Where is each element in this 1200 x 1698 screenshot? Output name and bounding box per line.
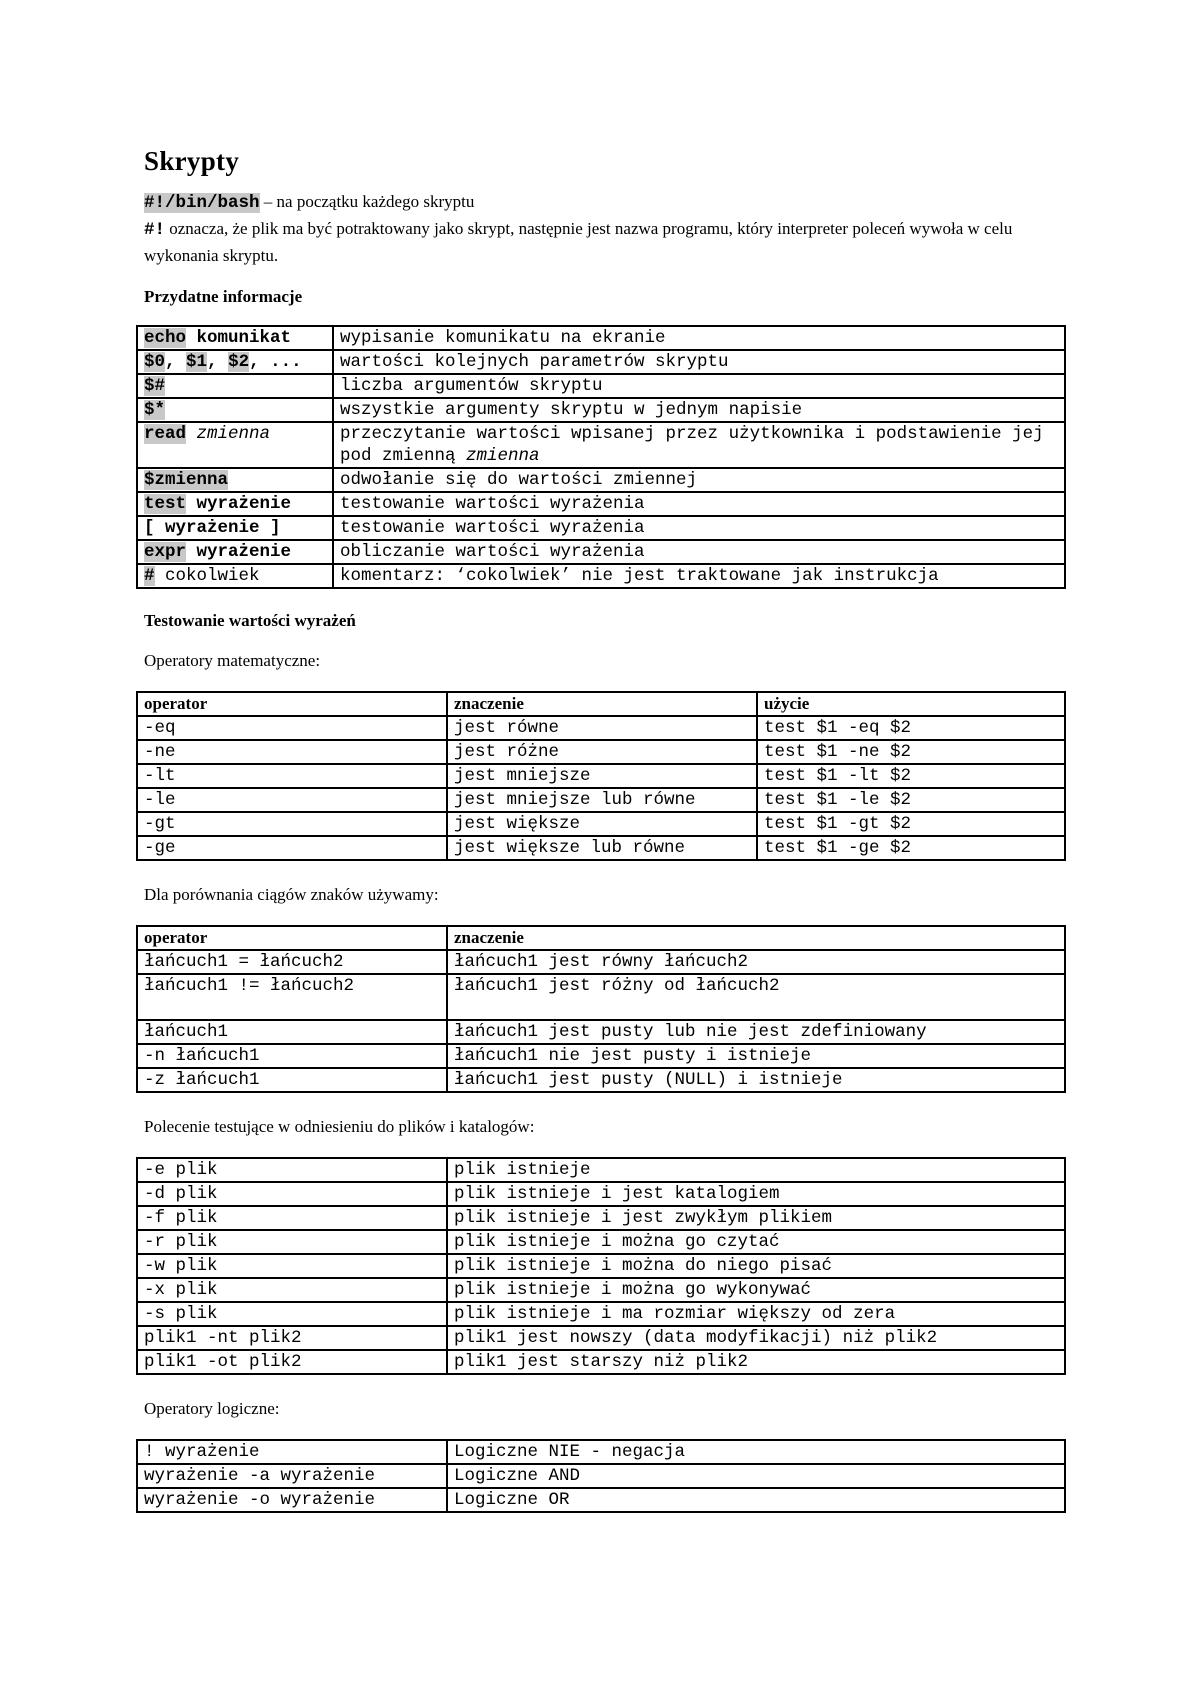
table-cell: -le: [137, 788, 447, 812]
table-row: [137, 950, 1065, 974]
table-cell: łańcuch1 nie jest pusty i istnieje: [447, 1044, 1065, 1068]
column-header: operator: [137, 692, 447, 716]
table-cell: komentarz: ‘cokolwiek’ nie jest traktowane jak instrukcja: [333, 564, 1065, 588]
table-row: [137, 350, 1065, 374]
testing-heading: Testowanie wartości wyrażeń: [144, 611, 356, 630]
table-cell: jest większe: [447, 812, 757, 836]
variable-name: zmienna: [466, 446, 540, 466]
table-cell: jest różne: [447, 740, 757, 764]
hash-bang-code: #!: [144, 220, 166, 240]
table-cell: [137, 350, 333, 374]
table-row: [137, 1206, 1065, 1230]
keyword: $zmienna: [144, 470, 229, 490]
table-row: [137, 1488, 1065, 1512]
table-row: [137, 812, 1065, 836]
table-row: [137, 516, 1065, 540]
table-cell: plik1 -ot plik2: [137, 1350, 447, 1374]
table-cell: łańcuch1 jest pusty (NULL) i istnieje: [447, 1068, 1065, 1092]
table-row: [137, 836, 1065, 860]
keyword: test: [144, 494, 187, 514]
table-cell: plik1 jest nowszy (data modyfikacji) niż plik2: [447, 1326, 1065, 1350]
table-row: [137, 1044, 1065, 1068]
column-header: znaczenie: [447, 926, 1065, 950]
keyword: $#: [144, 376, 166, 396]
table-cell: jest mniejsze: [447, 764, 757, 788]
table-row: [137, 422, 1065, 468]
table-cell: wyrażenie -a wyrażenie: [137, 1464, 447, 1488]
table-cell: test $1 -le $2: [757, 788, 1065, 812]
table-cell: ! wyrażenie: [137, 1440, 447, 1464]
table-cell: łańcuch1 jest pusty lub nie jest zdefiniowany: [447, 1020, 1065, 1044]
table-cell: [333, 422, 1065, 468]
table-cell: plik istnieje i można do niego pisać: [447, 1254, 1065, 1278]
table-cell: [137, 398, 333, 422]
table-row: [137, 974, 1065, 1020]
table-cell: [137, 326, 333, 350]
table-row: [137, 1440, 1065, 1464]
table-cell: [137, 468, 333, 492]
table-row: [137, 1020, 1065, 1044]
table-cell: -lt: [137, 764, 447, 788]
table-cell: wszystkie argumenty skryptu w jednym napisie: [333, 398, 1065, 422]
table-cell: łańcuch1 jest różny od łańcuch2: [447, 974, 1065, 1020]
argument: komunikat: [186, 328, 292, 348]
separator: ,: [165, 352, 187, 372]
table-cell: Logiczne NIE - negacja: [447, 1440, 1065, 1464]
table-row: [137, 1068, 1065, 1092]
table-cell: -ge: [137, 836, 447, 860]
separator: ,: [207, 352, 229, 372]
table-row: [137, 716, 1065, 740]
document-page: [136, 138, 1066, 1513]
keyword: echo: [144, 328, 187, 348]
file-tests-table: [136, 1157, 1066, 1375]
table-cell: [137, 516, 333, 540]
table-cell: liczba argumentów skryptu: [333, 374, 1065, 398]
description: przeczytanie wartości wpisanej przez użytkownika i podstawienie jej pod zmienną: [340, 424, 1044, 466]
table-cell: wartości kolejnych parametrów skryptu: [333, 350, 1065, 374]
table-cell: plik istnieje i ma rozmiar większy od zera: [447, 1302, 1065, 1326]
table-row: [137, 398, 1065, 422]
table-cell: łańcuch1 != łańcuch2: [137, 974, 447, 1020]
table-cell: odwołanie się do wartości zmiennej: [333, 468, 1065, 492]
table-row: [137, 374, 1065, 398]
page-title: Skrypty: [144, 146, 240, 176]
table-cell: Logiczne AND: [447, 1464, 1065, 1488]
table-cell: [137, 540, 333, 564]
table-header-row: [137, 692, 1065, 716]
table-cell: test $1 -eq $2: [757, 716, 1065, 740]
table-cell: plik istnieje i można go wykonywać: [447, 1278, 1065, 1302]
table-cell: plik istnieje: [447, 1158, 1065, 1182]
table-cell: test $1 -ne $2: [757, 740, 1065, 764]
table-row: [137, 1182, 1065, 1206]
table-cell: testowanie wartości wyrażenia: [333, 516, 1065, 540]
table-row: [137, 468, 1065, 492]
keyword: expr: [144, 542, 187, 562]
shebang-line: [144, 189, 1066, 216]
table-cell: [137, 422, 333, 468]
table-row: [137, 764, 1065, 788]
table-row: [137, 740, 1065, 764]
keyword: $1: [186, 352, 208, 372]
math-operators-label: Operatory matematyczne:: [144, 651, 321, 670]
string-operators-label: Dla porównania ciągów znaków używamy:: [144, 885, 439, 904]
table-row: [137, 1302, 1065, 1326]
useful-info-table: [136, 325, 1066, 589]
table-cell: testowanie wartości wyrażenia: [333, 492, 1065, 516]
table-row: [137, 1464, 1065, 1488]
table-cell: -ne: [137, 740, 447, 764]
table-row: [137, 1158, 1065, 1182]
table-row: [137, 540, 1065, 564]
table-cell: wypisanie komunikatu na ekranie: [333, 326, 1065, 350]
table-cell: [137, 492, 333, 516]
argument: wyrażenie: [186, 494, 292, 514]
table-cell: -x plik: [137, 1278, 447, 1302]
table-row: [137, 326, 1065, 350]
table-cell: plik1 -nt plik2: [137, 1326, 447, 1350]
table-cell: -f plik: [137, 1206, 447, 1230]
table-cell: plik istnieje i można go czytać: [447, 1230, 1065, 1254]
table-cell: plik istnieje i jest zwykłym plikiem: [447, 1206, 1065, 1230]
argument: wyrażenie: [186, 542, 292, 562]
keyword: #: [144, 566, 155, 586]
table-cell: -gt: [137, 812, 447, 836]
logic-operators-table: [136, 1439, 1066, 1513]
useful-info-heading: Przydatne informacje: [144, 287, 303, 306]
table-cell: -z łańcuch1: [137, 1068, 447, 1092]
shebang-code: #!/bin/bash: [144, 193, 260, 213]
string-operators-table: [136, 925, 1066, 1093]
keyword: [ wyrażenie ]: [144, 518, 281, 538]
column-header: znaczenie: [447, 692, 757, 716]
table-cell: Logiczne OR: [447, 1488, 1065, 1512]
explanation-text: oznacza, że plik ma być potraktowany jako skrypt, następnie jest nazwa programu, który interpreter poleceń wywoła w celu wykonania skryptu.: [144, 219, 1013, 265]
column-header: operator: [137, 926, 447, 950]
table-cell: wyrażenie -o wyrażenie: [137, 1488, 447, 1512]
argument: cokolwiek: [154, 566, 260, 586]
argument: zmienna: [186, 424, 271, 444]
table-cell: [137, 374, 333, 398]
keyword: $*: [144, 400, 166, 420]
logic-operators-label: Operatory logiczne:: [144, 1399, 280, 1418]
shebang-explanation: [144, 216, 1066, 269]
table-cell: plik istnieje i jest katalogiem: [447, 1182, 1065, 1206]
table-cell: łańcuch1 = łańcuch2: [137, 950, 447, 974]
table-row: [137, 564, 1065, 588]
table-row: [137, 492, 1065, 516]
keyword: $2: [228, 352, 250, 372]
table-row: [137, 1254, 1065, 1278]
keyword: read: [144, 424, 187, 444]
table-cell: [137, 564, 333, 588]
column-header: użycie: [757, 692, 1065, 716]
table-cell: łańcuch1 jest równy łańcuch2: [447, 950, 1065, 974]
table-header-row: [137, 926, 1065, 950]
table-cell: -s plik: [137, 1302, 447, 1326]
table-cell: jest mniejsze lub równe: [447, 788, 757, 812]
table-row: [137, 1350, 1065, 1374]
table-row: [137, 1230, 1065, 1254]
table-row: [137, 788, 1065, 812]
table-cell: test $1 -lt $2: [757, 764, 1065, 788]
table-row: [137, 1326, 1065, 1350]
table-cell: -d plik: [137, 1182, 447, 1206]
table-cell: jest większe lub równe: [447, 836, 757, 860]
table-cell: plik1 jest starszy niż plik2: [447, 1350, 1065, 1374]
math-operators-table: [136, 691, 1066, 861]
table-cell: -n łańcuch1: [137, 1044, 447, 1068]
table-cell: obliczanie wartości wyrażenia: [333, 540, 1065, 564]
shebang-desc: – na początku każdego skryptu: [259, 192, 475, 211]
table-cell: test $1 -ge $2: [757, 836, 1065, 860]
separator: , ...: [249, 352, 302, 372]
table-cell: test $1 -gt $2: [757, 812, 1065, 836]
table-cell: jest równe: [447, 716, 757, 740]
table-row: [137, 1278, 1065, 1302]
file-tests-label: Polecenie testujące w odniesieniu do plików i katalogów:: [144, 1117, 535, 1136]
table-cell: -w plik: [137, 1254, 447, 1278]
table-cell: -r plik: [137, 1230, 447, 1254]
table-cell: -eq: [137, 716, 447, 740]
keyword: $0: [144, 352, 166, 372]
table-cell: łańcuch1: [137, 1020, 447, 1044]
table-cell: -e plik: [137, 1158, 447, 1182]
